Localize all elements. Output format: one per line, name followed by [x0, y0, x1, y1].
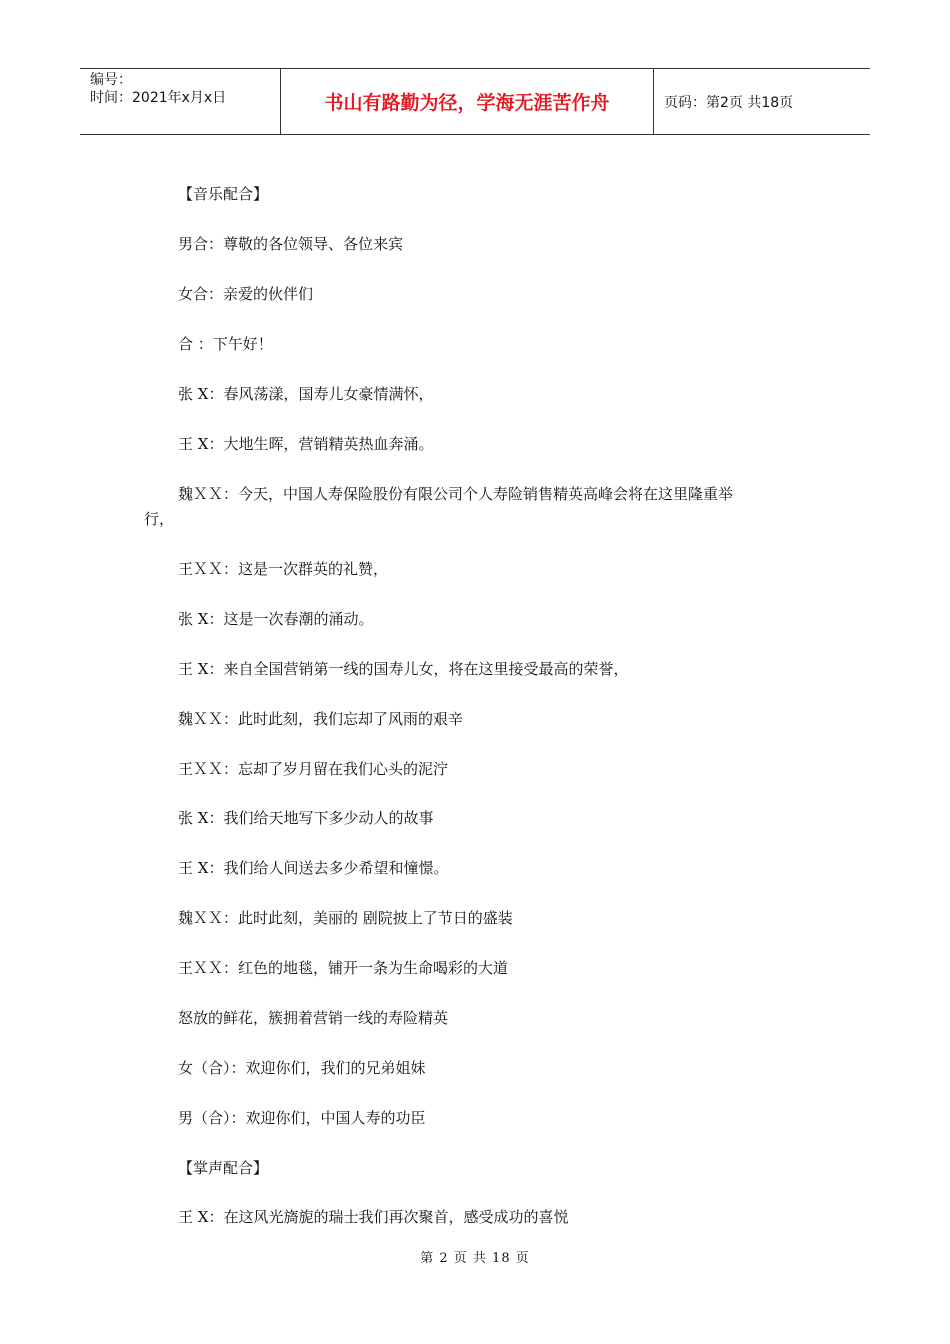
page-footer: 第 2 页 共 18 页 — [420, 1251, 530, 1266]
dialogue-line: 张 X：我们给天地写下多少动人的故事 — [178, 809, 434, 827]
dialogue-line: 男合：尊敬的各位领导、各位来宾 — [178, 235, 404, 253]
header-table — [80, 68, 870, 135]
dialogue-line: 王ＸＸ：忘却了岁月留在我们心头的泥泞 — [178, 760, 449, 778]
dialogue-line: 张 X：春风荡漾，国寿儿女豪情满怀， — [178, 385, 434, 403]
stage-direction: 【掌声配合】 — [178, 1159, 269, 1177]
header-motto: 书山有路勤为径，学海无涯苦作舟 — [281, 69, 654, 134]
dialogue-line: 王 X：来自全国营销第一线的国寿儿女，将在这里接受最高的荣誉， — [178, 660, 629, 678]
document-date: 时间：2021年x月x日 — [90, 90, 227, 106]
document-number: 编号： — [90, 72, 132, 88]
dialogue-line: 王 X：我们给人间送去多少希望和憧憬。 — [178, 859, 449, 877]
dialogue-line: 王ＸＸ：红色的地毯，铺开一条为生命喝彩的大道 — [178, 959, 509, 977]
dialogue-line: 合 ：下午好！ — [178, 335, 273, 353]
dialogue-line: 王 X：在这风光旖旎的瑞士我们再次聚首，感受成功的喜悦 — [178, 1208, 569, 1226]
header-page-info: 页码：第2页 共18页 — [664, 94, 794, 111]
dialogue-line: 王ＸＸ：这是一次群英的礼赞， — [178, 560, 389, 578]
dialogue-line: 魏ＸＸ：此时此刻，美丽的 剧院披上了节日的盛装 — [178, 909, 513, 927]
dialogue-line: 男（合）：欢迎你们，中国人寿的功臣 — [178, 1109, 426, 1127]
dialogue-line: 女（合）：欢迎你们，我们的兄弟姐妹 — [178, 1059, 426, 1077]
dialogue-line-continuation: 行， — [144, 510, 175, 528]
dialogue-line: 魏ＸＸ：此时此刻，我们忘却了风雨的艰辛 — [178, 710, 464, 728]
dialogue-line: 王 X：大地生晖，营销精英热血奔涌。 — [178, 435, 434, 453]
stage-direction: 【音乐配合】 — [178, 185, 269, 203]
dialogue-line: 魏ＸＸ：今天，中国人寿保险股份有限公司个人寿险销售精英高峰会将在这里隆重举 — [178, 485, 734, 503]
dialogue-line: 怒放的鲜花，簇拥着营销一线的寿险精英 — [178, 1009, 449, 1027]
header-meta — [80, 69, 281, 134]
dialogue-line: 女合：亲爱的伙伴们 — [178, 285, 314, 303]
dialogue-line: 张 X：这是一次春潮的涌动。 — [178, 610, 374, 628]
